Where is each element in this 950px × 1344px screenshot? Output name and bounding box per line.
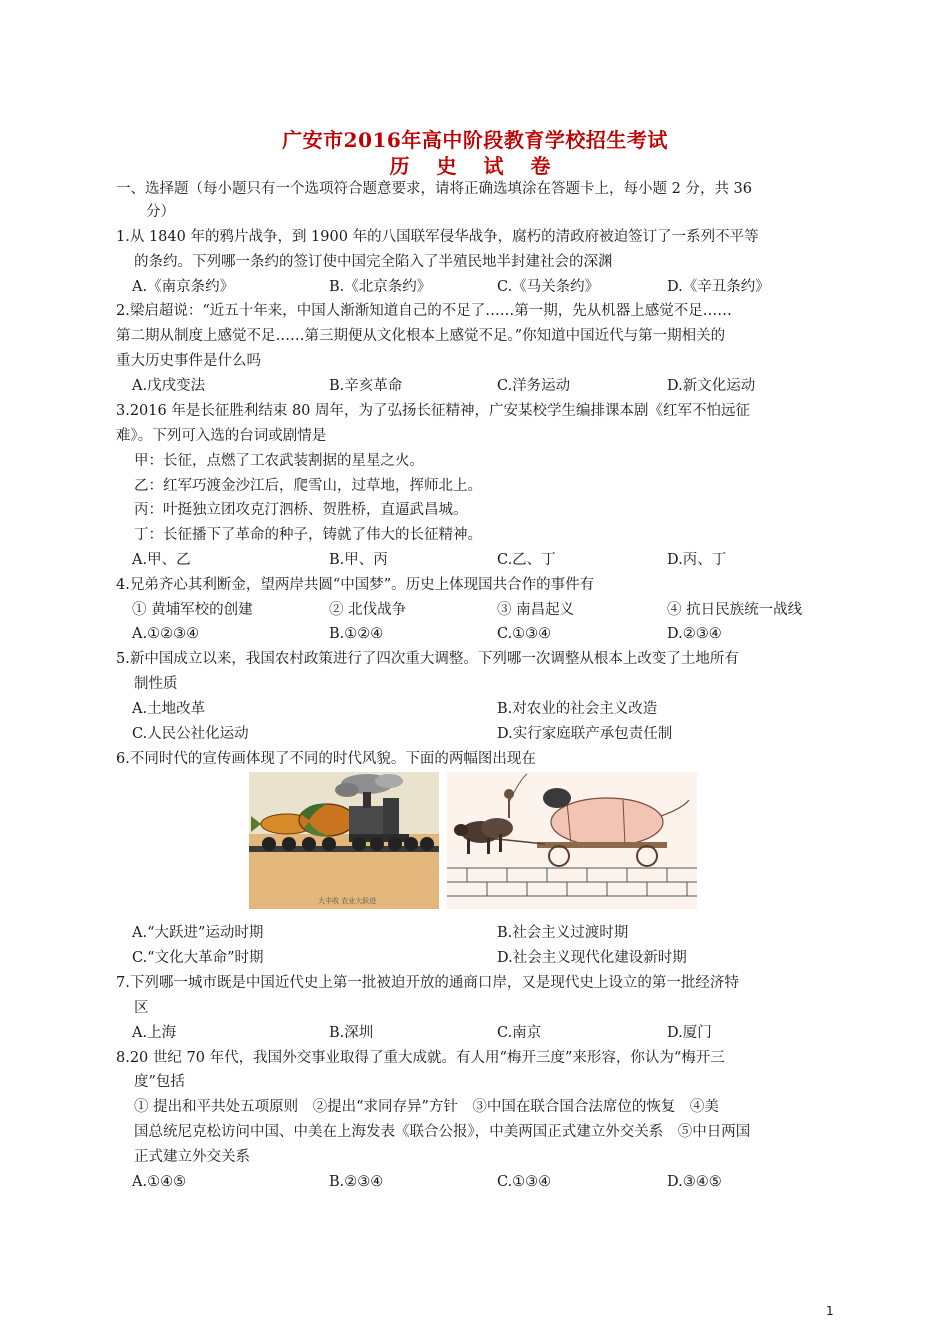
q4-option-c: C.①③④	[497, 626, 552, 642]
poster-caption: 大丰收 农业大跃进	[318, 897, 377, 905]
q7-stem-2: 区	[134, 1000, 149, 1016]
q5-stem-2: 制性质	[134, 676, 178, 692]
q2-option-d: D.新文化运动	[667, 378, 756, 394]
q3-option-d: D.丙、丁	[667, 552, 727, 568]
poster-train-harvest	[249, 772, 439, 909]
q7-option-a: A.上海	[132, 1025, 177, 1041]
q8-stem-2: 度”包括	[134, 1074, 185, 1090]
q5-option-c: C.人民公社化运动	[132, 726, 249, 742]
q4-stem-1: 4.兄弟齐心其利断金，望两岸共圆“中国梦”。历史上体现国共合作的事件有	[116, 577, 595, 593]
q4-item-4: ④ 抗日民族统一战线	[667, 602, 803, 618]
q2-stem-1: 2.梁启超说：“近五十年来，中国人渐渐知道自己的不足了……第一期，先从机器上感觉不足……	[116, 303, 732, 319]
q3-item-ding: 丁：长征播下了革命的种子，铸就了伟大的长征精神。	[134, 527, 482, 543]
q8-option-b: B.②③④	[329, 1174, 384, 1190]
poster-oxen-pig	[447, 772, 697, 909]
section-heading-line1: 一、选择题（每小题只有一个选项符合题意要求，请将正确选填涂在答题卡上，每小题 2 分，共 36	[116, 181, 752, 197]
q2-option-a: A.戊戌变法	[132, 378, 206, 394]
q3-item-yi: 乙：红军巧渡金沙江后，爬雪山，过草地，挥师北上。	[134, 478, 482, 494]
q1-stem-1: 1.从 1840 年的鸦片战争，到 1900 年的八国联军侵华战争，腐朽的清政府被迫签订了一系列不平等	[116, 229, 759, 245]
q8-option-c: C.①③④	[497, 1174, 552, 1190]
q7-stem-1: 7.下列哪一城市既是中国近代史上第一批被迫开放的通商口岸，又是现代史上设立的第一批经济特	[116, 975, 739, 991]
q6-option-d: D.社会主义现代化建设新时期	[497, 950, 687, 966]
q2-option-c: C.洋务运动	[497, 378, 571, 394]
q3-item-bing: 丙：叶挺独立团攻克汀泗桥、贺胜桥，直逼武昌城。	[134, 502, 468, 518]
q5-option-d: D.实行家庭联产承包责任制	[497, 726, 673, 742]
page-number: 1	[826, 1304, 834, 1318]
q4-option-a: A.①②③④	[132, 626, 200, 642]
q7-option-c: C.南京	[497, 1025, 542, 1041]
q5-option-a: A.土地改革	[132, 701, 206, 717]
section-heading-line2: 分）	[146, 204, 175, 220]
q5-stem-1: 5.新中国成立以来，我国农村政策进行了四次重大调整。下列哪一次调整从根本上改变了土地所有	[116, 651, 739, 667]
q2-option-b: B.辛亥革命	[329, 378, 403, 394]
q3-item-jia: 甲：长征，点燃了工农武装割据的星星之火。	[134, 453, 424, 469]
q8-option-a: A.①④⑤	[132, 1174, 187, 1190]
q1-option-d: D.《辛丑条约》	[667, 279, 770, 295]
q6-option-a: A.“大跃进”运动时期	[132, 925, 264, 941]
q7-option-b: B.深圳	[329, 1025, 374, 1041]
q5-option-b: B.对农业的社会主义改造	[497, 701, 658, 717]
q6-option-c: C.“文化大革命”时期	[132, 950, 264, 966]
q2-stem-3: 重大历史事件是什么吗	[116, 353, 261, 369]
q8-option-d: D.③④⑤	[667, 1174, 722, 1190]
q4-item-2: ② 北伐战争	[329, 602, 407, 618]
q4-item-1: ① 黄埔军校的创建	[132, 602, 253, 618]
q1-stem-2: 的条约。下列哪一条约的签订使中国完全陷入了半殖民地半封建社会的深渊	[134, 254, 613, 270]
exam-title: 广安市2016年高中阶段教育学校招生考试	[282, 128, 668, 152]
q4-option-b: B.①②④	[329, 626, 384, 642]
q6-stem-1: 6.不同时代的宣传画体现了不同的时代风貌。下面的两幅图出现在	[116, 751, 536, 767]
q3-option-c: C.乙、丁	[497, 552, 556, 568]
q4-item-3: ③ 南昌起义	[497, 602, 575, 618]
q3-stem-2: 难》。下列可入选的台词或剧情是	[116, 428, 327, 444]
exam-subtitle: 历 史 试 卷	[389, 154, 561, 178]
q1-option-b: B.《北京条约》	[329, 279, 432, 295]
q8-item-line3: 正式建立外交关系	[134, 1149, 250, 1165]
q3-option-b: B.甲、丙	[329, 552, 388, 568]
q7-option-d: D.厦门	[667, 1025, 712, 1041]
q2-stem-2: 第二期从制度上感觉不足……第三期便从文化根本上感觉不足。”你知道中国近代与第一期相关的	[116, 328, 726, 344]
q1-option-a: A.《南京条约》	[132, 279, 235, 295]
q8-stem-1: 8.20 世纪 70 年代，我国外交事业取得了重大成就。有人用“梅开三度”来形容，你认为“梅开三	[116, 1050, 725, 1066]
q8-item-line2: 国总统尼克松访问中国、中美在上海发表《联合公报》，中美两国正式建立外交关系 ⑤中日两国	[134, 1124, 751, 1140]
q8-item-line1: ① 提出和平共处五项原则 ②提出“求同存异”方针 ③中国在联合国合法席位的恢复 ④美	[134, 1099, 719, 1115]
q1-option-c: C.《马关条约》	[497, 279, 600, 295]
q6-option-b: B.社会主义过渡时期	[497, 925, 629, 941]
q3-stem-1: 3.2016 年是长征胜利结束 80 周年，为了弘扬长征精神，广安某校学生编排课本剧《红军不怕远征	[116, 403, 751, 419]
q3-option-a: A.甲、乙	[132, 552, 191, 568]
q4-option-d: D.②③④	[667, 626, 722, 642]
